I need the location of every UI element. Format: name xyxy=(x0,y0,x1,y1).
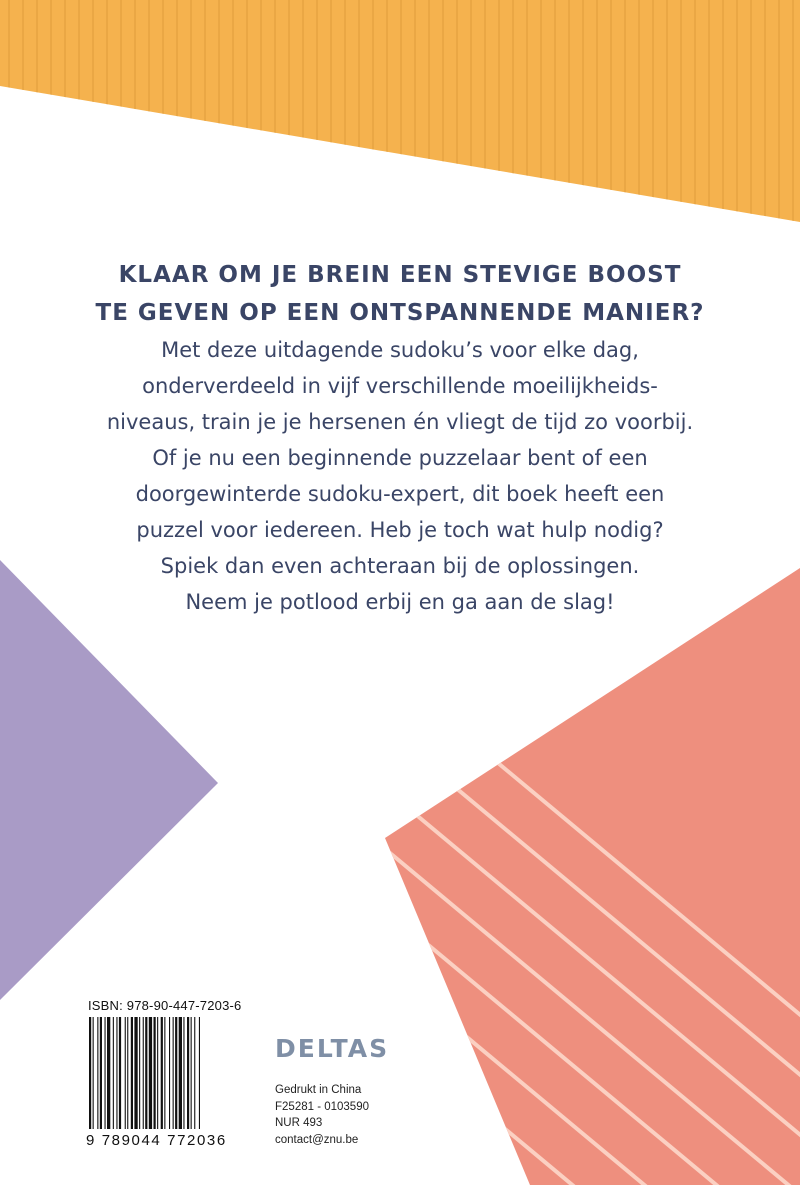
barcode-bar xyxy=(145,1017,147,1129)
blurb xyxy=(0,332,800,620)
orange-striped-band xyxy=(0,0,800,230)
barcode-bar xyxy=(194,1017,195,1129)
barcode-bar xyxy=(119,1017,121,1129)
barcode-bar xyxy=(187,1017,189,1129)
blurb-line: niveaus, train je je hersenen én vliegt de tijd zo voorbij. xyxy=(106,410,694,434)
barcode-bar xyxy=(131,1017,133,1129)
barcode-bar xyxy=(183,1017,184,1129)
barcode-bar xyxy=(164,1017,165,1129)
barcode-bar xyxy=(125,1017,126,1129)
barcode-bar xyxy=(105,1017,106,1129)
blurb-line: Spiek dan even achteraan bij de oplossingen. xyxy=(160,554,640,578)
barcode-bar xyxy=(143,1017,144,1129)
barcode-bar xyxy=(93,1017,94,1129)
barcode-bar xyxy=(161,1017,163,1129)
barcode-bar xyxy=(127,1017,128,1129)
imprint-printed: Gedrukt in China xyxy=(275,1084,362,1096)
barcode-bar xyxy=(149,1017,152,1129)
barcode-bar xyxy=(169,1017,170,1129)
headline xyxy=(0,256,800,332)
barcode-bar xyxy=(154,1017,156,1129)
barcode-bar xyxy=(100,1017,102,1129)
barcode-bar xyxy=(97,1017,98,1129)
blurb-line: puzzel voor iedereen. Heb je toch wat hulp nodig? xyxy=(136,518,664,542)
imprint-nur: NUR 493 xyxy=(275,1117,323,1129)
barcode-bar xyxy=(139,1017,140,1129)
barcode-bar xyxy=(179,1017,182,1129)
headline-line-1: KLAAR OM JE BREIN EEN STEVIGE BOOST xyxy=(118,262,682,288)
barcode-bar xyxy=(89,1017,91,1129)
purple-triangle xyxy=(0,560,218,1000)
blurb-line: Of je nu een beginnende puzzelaar bent of een xyxy=(152,446,648,470)
barcode-digits: 9 789044 772036 xyxy=(86,1132,227,1149)
barcode-bar xyxy=(113,1017,114,1129)
barcode-bar xyxy=(116,1017,117,1129)
barcode-bar xyxy=(134,1017,137,1129)
blurb-line: Neem je potlood erbij en ga aan de slag! xyxy=(185,590,615,614)
blurb-line: onderverdeeld in vijf verschillende moeilijkheids- xyxy=(142,374,658,398)
isbn-label: ISBN: 978-90-447-7203-6 xyxy=(88,998,242,1013)
barcode-bar xyxy=(199,1017,200,1129)
barcode-bar xyxy=(157,1017,158,1129)
imprint-info xyxy=(275,1082,369,1148)
imprint-code: F25281 - 0103590 xyxy=(275,1100,369,1113)
barcode-bar xyxy=(191,1017,192,1129)
imprint-contact: contact@znu.be xyxy=(275,1133,359,1146)
headline-line-2: TE GEVEN OP EEN ONTSPANNENDE MANIER? xyxy=(95,300,705,326)
barcode-bar xyxy=(173,1017,174,1129)
barcode xyxy=(88,1017,258,1129)
publisher-logo: DELTAS xyxy=(275,1034,390,1063)
coral-striped-shape xyxy=(300,568,800,1185)
blurb-line: Met deze uitdagende sudoku’s voor elke dag, xyxy=(161,338,639,362)
barcode-bar xyxy=(175,1017,177,1129)
barcode-bar xyxy=(107,1017,110,1129)
blurb-line: doorgewinterde sudoku-expert, dit boek heeft een xyxy=(135,482,665,506)
